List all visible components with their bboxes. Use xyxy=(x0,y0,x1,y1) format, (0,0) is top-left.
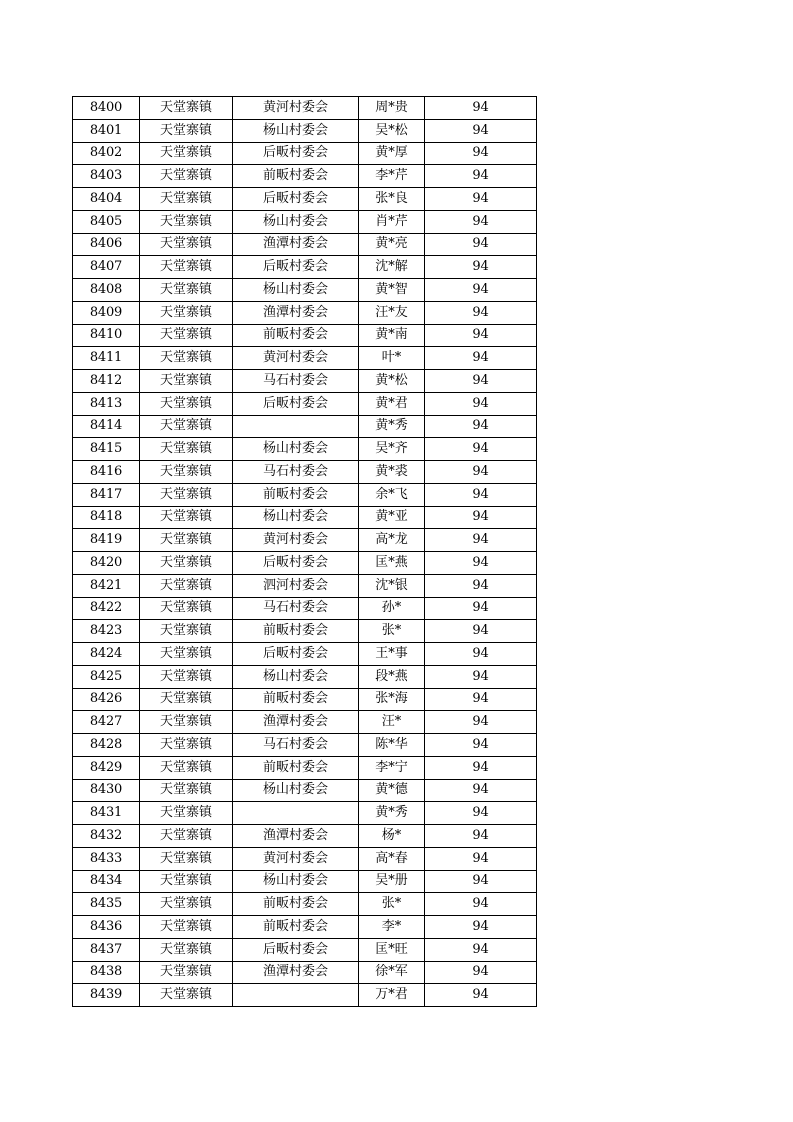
cell-village-committee: 前畈村委会 xyxy=(233,756,359,779)
table-row xyxy=(73,916,537,939)
table-row xyxy=(73,210,537,233)
table-row xyxy=(73,643,537,666)
cell-town: 天堂寨镇 xyxy=(140,301,233,324)
table-row xyxy=(73,825,537,848)
cell-town: 天堂寨镇 xyxy=(140,825,233,848)
cell-score: 94 xyxy=(425,347,537,370)
cell-person-name: 汪*友 xyxy=(359,301,425,324)
cell-village-committee: 后畈村委会 xyxy=(233,142,359,165)
cell-score: 94 xyxy=(425,483,537,506)
cell-score: 94 xyxy=(425,688,537,711)
cell-score: 94 xyxy=(425,779,537,802)
cell-person-name: 黄*松 xyxy=(359,370,425,393)
cell-score: 94 xyxy=(425,370,537,393)
cell-village-committee: 渔潭村委会 xyxy=(233,301,359,324)
cell-village-committee: 渔潭村委会 xyxy=(233,961,359,984)
cell-serial-number: 8418 xyxy=(73,506,140,529)
cell-village-committee: 前畈村委会 xyxy=(233,165,359,188)
cell-score: 94 xyxy=(425,506,537,529)
cell-town: 天堂寨镇 xyxy=(140,461,233,484)
cell-village-committee: 黄河村委会 xyxy=(233,97,359,120)
cell-serial-number: 8436 xyxy=(73,916,140,939)
cell-score: 94 xyxy=(425,529,537,552)
cell-serial-number: 8425 xyxy=(73,665,140,688)
cell-town: 天堂寨镇 xyxy=(140,643,233,666)
cell-serial-number: 8428 xyxy=(73,734,140,757)
cell-person-name: 肖*芹 xyxy=(359,210,425,233)
cell-serial-number: 8421 xyxy=(73,574,140,597)
table-row xyxy=(73,301,537,324)
cell-serial-number: 8434 xyxy=(73,870,140,893)
table-row xyxy=(73,597,537,620)
cell-town: 天堂寨镇 xyxy=(140,233,233,256)
cell-town: 天堂寨镇 xyxy=(140,893,233,916)
table-row xyxy=(73,188,537,211)
table-row xyxy=(73,483,537,506)
cell-town: 天堂寨镇 xyxy=(140,279,233,302)
cell-serial-number: 8401 xyxy=(73,119,140,142)
cell-person-name: 吴*册 xyxy=(359,870,425,893)
cell-person-name: 段*燕 xyxy=(359,665,425,688)
cell-score: 94 xyxy=(425,984,537,1007)
cell-village-committee: 后畈村委会 xyxy=(233,938,359,961)
table-row xyxy=(73,552,537,575)
cell-score: 94 xyxy=(425,256,537,279)
cell-serial-number: 8407 xyxy=(73,256,140,279)
cell-town: 天堂寨镇 xyxy=(140,324,233,347)
cell-village-committee: 前畈村委会 xyxy=(233,916,359,939)
cell-person-name: 黄*南 xyxy=(359,324,425,347)
cell-person-name: 吴*齐 xyxy=(359,438,425,461)
cell-town: 天堂寨镇 xyxy=(140,97,233,120)
table-row xyxy=(73,142,537,165)
cell-person-name: 王*事 xyxy=(359,643,425,666)
cell-town: 天堂寨镇 xyxy=(140,119,233,142)
cell-person-name: 徐*军 xyxy=(359,961,425,984)
cell-town: 天堂寨镇 xyxy=(140,415,233,438)
cell-serial-number: 8430 xyxy=(73,779,140,802)
cell-village-committee: 杨山村委会 xyxy=(233,870,359,893)
cell-score: 94 xyxy=(425,210,537,233)
cell-village-committee: 马石村委会 xyxy=(233,734,359,757)
cell-serial-number: 8433 xyxy=(73,847,140,870)
cell-village-committee: 前畈村委会 xyxy=(233,688,359,711)
cell-serial-number: 8403 xyxy=(73,165,140,188)
cell-score: 94 xyxy=(425,324,537,347)
cell-town: 天堂寨镇 xyxy=(140,392,233,415)
cell-serial-number: 8426 xyxy=(73,688,140,711)
cell-village-committee: 渔潭村委会 xyxy=(233,711,359,734)
cell-town: 天堂寨镇 xyxy=(140,688,233,711)
cell-serial-number: 8435 xyxy=(73,893,140,916)
cell-person-name: 张* xyxy=(359,893,425,916)
cell-score: 94 xyxy=(425,233,537,256)
table-row xyxy=(73,392,537,415)
cell-score: 94 xyxy=(425,825,537,848)
cell-town: 天堂寨镇 xyxy=(140,210,233,233)
cell-village-committee xyxy=(233,415,359,438)
cell-serial-number: 8415 xyxy=(73,438,140,461)
table-row xyxy=(73,415,537,438)
cell-village-committee xyxy=(233,802,359,825)
cell-serial-number: 8431 xyxy=(73,802,140,825)
cell-town: 天堂寨镇 xyxy=(140,802,233,825)
cell-serial-number: 8412 xyxy=(73,370,140,393)
cell-person-name: 周*贵 xyxy=(359,97,425,120)
cell-score: 94 xyxy=(425,734,537,757)
cell-score: 94 xyxy=(425,552,537,575)
cell-serial-number: 8429 xyxy=(73,756,140,779)
table-row xyxy=(73,165,537,188)
cell-person-name: 黄*德 xyxy=(359,779,425,802)
cell-town: 天堂寨镇 xyxy=(140,552,233,575)
cell-person-name: 孙* xyxy=(359,597,425,620)
cell-village-committee: 杨山村委会 xyxy=(233,119,359,142)
table-row xyxy=(73,324,537,347)
table-row xyxy=(73,802,537,825)
cell-person-name: 匡*旺 xyxy=(359,938,425,961)
cell-score: 94 xyxy=(425,392,537,415)
cell-score: 94 xyxy=(425,415,537,438)
cell-score: 94 xyxy=(425,802,537,825)
cell-person-name: 黄*君 xyxy=(359,392,425,415)
cell-village-committee: 黄河村委会 xyxy=(233,847,359,870)
table-row xyxy=(73,370,537,393)
cell-score: 94 xyxy=(425,279,537,302)
cell-person-name: 高*龙 xyxy=(359,529,425,552)
cell-score: 94 xyxy=(425,938,537,961)
cell-person-name: 黄*秀 xyxy=(359,415,425,438)
cell-village-committee: 杨山村委会 xyxy=(233,210,359,233)
cell-serial-number: 8410 xyxy=(73,324,140,347)
cell-town: 天堂寨镇 xyxy=(140,574,233,597)
cell-score: 94 xyxy=(425,165,537,188)
cell-person-name: 吴*松 xyxy=(359,119,425,142)
cell-score: 94 xyxy=(425,97,537,120)
cell-serial-number: 8406 xyxy=(73,233,140,256)
table-row xyxy=(73,620,537,643)
cell-person-name: 黄*亚 xyxy=(359,506,425,529)
cell-town: 天堂寨镇 xyxy=(140,779,233,802)
table-row xyxy=(73,734,537,757)
cell-serial-number: 8437 xyxy=(73,938,140,961)
cell-town: 天堂寨镇 xyxy=(140,870,233,893)
cell-village-committee: 杨山村委会 xyxy=(233,506,359,529)
cell-person-name: 李*宁 xyxy=(359,756,425,779)
cell-person-name: 张*良 xyxy=(359,188,425,211)
cell-serial-number: 8432 xyxy=(73,825,140,848)
cell-village-committee: 马石村委会 xyxy=(233,461,359,484)
table-row xyxy=(73,688,537,711)
cell-person-name: 黄*秀 xyxy=(359,802,425,825)
cell-town: 天堂寨镇 xyxy=(140,961,233,984)
cell-serial-number: 8404 xyxy=(73,188,140,211)
cell-village-committee: 马石村委会 xyxy=(233,597,359,620)
table-row xyxy=(73,119,537,142)
cell-person-name: 杨* xyxy=(359,825,425,848)
cell-town: 天堂寨镇 xyxy=(140,438,233,461)
cell-town: 天堂寨镇 xyxy=(140,597,233,620)
table-row xyxy=(73,938,537,961)
cell-village-committee: 渔潭村委会 xyxy=(233,233,359,256)
cell-score: 94 xyxy=(425,961,537,984)
table-row xyxy=(73,256,537,279)
cell-village-committee: 马石村委会 xyxy=(233,370,359,393)
cell-person-name: 万*君 xyxy=(359,984,425,1007)
cell-person-name: 匡*燕 xyxy=(359,552,425,575)
table-row xyxy=(73,438,537,461)
cell-village-committee: 前畈村委会 xyxy=(233,893,359,916)
table-row xyxy=(73,97,537,120)
table-row xyxy=(73,756,537,779)
cell-town: 天堂寨镇 xyxy=(140,734,233,757)
cell-serial-number: 8400 xyxy=(73,97,140,120)
table-row xyxy=(73,870,537,893)
cell-town: 天堂寨镇 xyxy=(140,370,233,393)
cell-serial-number: 8420 xyxy=(73,552,140,575)
cell-town: 天堂寨镇 xyxy=(140,756,233,779)
cell-town: 天堂寨镇 xyxy=(140,347,233,370)
cell-village-committee: 杨山村委会 xyxy=(233,665,359,688)
cell-village-committee: 前畈村委会 xyxy=(233,483,359,506)
cell-person-name: 沈*解 xyxy=(359,256,425,279)
cell-serial-number: 8439 xyxy=(73,984,140,1007)
cell-serial-number: 8424 xyxy=(73,643,140,666)
cell-person-name: 张* xyxy=(359,620,425,643)
cell-score: 94 xyxy=(425,597,537,620)
cell-village-committee: 后畈村委会 xyxy=(233,256,359,279)
cell-person-name: 黄*厚 xyxy=(359,142,425,165)
cell-town: 天堂寨镇 xyxy=(140,916,233,939)
table-row xyxy=(73,461,537,484)
table-row xyxy=(73,529,537,552)
cell-village-committee: 黄河村委会 xyxy=(233,347,359,370)
table-row xyxy=(73,893,537,916)
table-row xyxy=(73,574,537,597)
table-row xyxy=(73,506,537,529)
table-row xyxy=(73,779,537,802)
cell-village-committee: 后畈村委会 xyxy=(233,188,359,211)
cell-village-committee: 后畈村委会 xyxy=(233,392,359,415)
cell-person-name: 李* xyxy=(359,916,425,939)
cell-village-committee: 杨山村委会 xyxy=(233,438,359,461)
table-row xyxy=(73,847,537,870)
cell-person-name: 李*芹 xyxy=(359,165,425,188)
cell-score: 94 xyxy=(425,461,537,484)
cell-score: 94 xyxy=(425,847,537,870)
table-row xyxy=(73,984,537,1007)
cell-town: 天堂寨镇 xyxy=(140,142,233,165)
cell-score: 94 xyxy=(425,119,537,142)
cell-person-name: 沈*银 xyxy=(359,574,425,597)
cell-town: 天堂寨镇 xyxy=(140,256,233,279)
cell-town: 天堂寨镇 xyxy=(140,506,233,529)
cell-village-committee: 杨山村委会 xyxy=(233,279,359,302)
cell-town: 天堂寨镇 xyxy=(140,620,233,643)
cell-score: 94 xyxy=(425,916,537,939)
table-row xyxy=(73,711,537,734)
cell-village-committee: 前畈村委会 xyxy=(233,620,359,643)
cell-serial-number: 8417 xyxy=(73,483,140,506)
cell-person-name: 陈*华 xyxy=(359,734,425,757)
cell-person-name: 叶* xyxy=(359,347,425,370)
cell-score: 94 xyxy=(425,301,537,324)
cell-serial-number: 8413 xyxy=(73,392,140,415)
table-row xyxy=(73,665,537,688)
cell-serial-number: 8422 xyxy=(73,597,140,620)
cell-serial-number: 8408 xyxy=(73,279,140,302)
cell-person-name: 汪* xyxy=(359,711,425,734)
cell-serial-number: 8423 xyxy=(73,620,140,643)
cell-score: 94 xyxy=(425,756,537,779)
cell-town: 天堂寨镇 xyxy=(140,529,233,552)
cell-person-name: 黄*智 xyxy=(359,279,425,302)
cell-serial-number: 8427 xyxy=(73,711,140,734)
cell-score: 94 xyxy=(425,893,537,916)
cell-person-name: 黄*裘 xyxy=(359,461,425,484)
cell-serial-number: 8411 xyxy=(73,347,140,370)
cell-village-committee: 后畈村委会 xyxy=(233,643,359,666)
cell-village-committee: 后畈村委会 xyxy=(233,552,359,575)
records-body xyxy=(73,97,537,1007)
table-row xyxy=(73,347,537,370)
cell-person-name: 黄*亮 xyxy=(359,233,425,256)
cell-score: 94 xyxy=(425,574,537,597)
cell-village-committee: 泗河村委会 xyxy=(233,574,359,597)
cell-score: 94 xyxy=(425,188,537,211)
cell-town: 天堂寨镇 xyxy=(140,847,233,870)
cell-village-committee: 渔潭村委会 xyxy=(233,825,359,848)
cell-score: 94 xyxy=(425,665,537,688)
cell-town: 天堂寨镇 xyxy=(140,188,233,211)
records-table xyxy=(72,96,537,1007)
cell-village-committee: 黄河村委会 xyxy=(233,529,359,552)
cell-person-name: 余*飞 xyxy=(359,483,425,506)
cell-serial-number: 8402 xyxy=(73,142,140,165)
cell-serial-number: 8405 xyxy=(73,210,140,233)
cell-village-committee xyxy=(233,984,359,1007)
cell-town: 天堂寨镇 xyxy=(140,483,233,506)
cell-serial-number: 8419 xyxy=(73,529,140,552)
cell-serial-number: 8414 xyxy=(73,415,140,438)
cell-score: 94 xyxy=(425,620,537,643)
cell-town: 天堂寨镇 xyxy=(140,984,233,1007)
table-row xyxy=(73,279,537,302)
cell-serial-number: 8438 xyxy=(73,961,140,984)
cell-serial-number: 8409 xyxy=(73,301,140,324)
cell-village-committee: 杨山村委会 xyxy=(233,779,359,802)
cell-town: 天堂寨镇 xyxy=(140,665,233,688)
cell-score: 94 xyxy=(425,438,537,461)
table-row xyxy=(73,961,537,984)
cell-town: 天堂寨镇 xyxy=(140,711,233,734)
cell-serial-number: 8416 xyxy=(73,461,140,484)
cell-score: 94 xyxy=(425,142,537,165)
cell-score: 94 xyxy=(425,711,537,734)
cell-score: 94 xyxy=(425,870,537,893)
cell-person-name: 高*春 xyxy=(359,847,425,870)
cell-person-name: 张*海 xyxy=(359,688,425,711)
table-row xyxy=(73,233,537,256)
cell-score: 94 xyxy=(425,643,537,666)
cell-town: 天堂寨镇 xyxy=(140,165,233,188)
cell-town: 天堂寨镇 xyxy=(140,938,233,961)
cell-village-committee: 前畈村委会 xyxy=(233,324,359,347)
